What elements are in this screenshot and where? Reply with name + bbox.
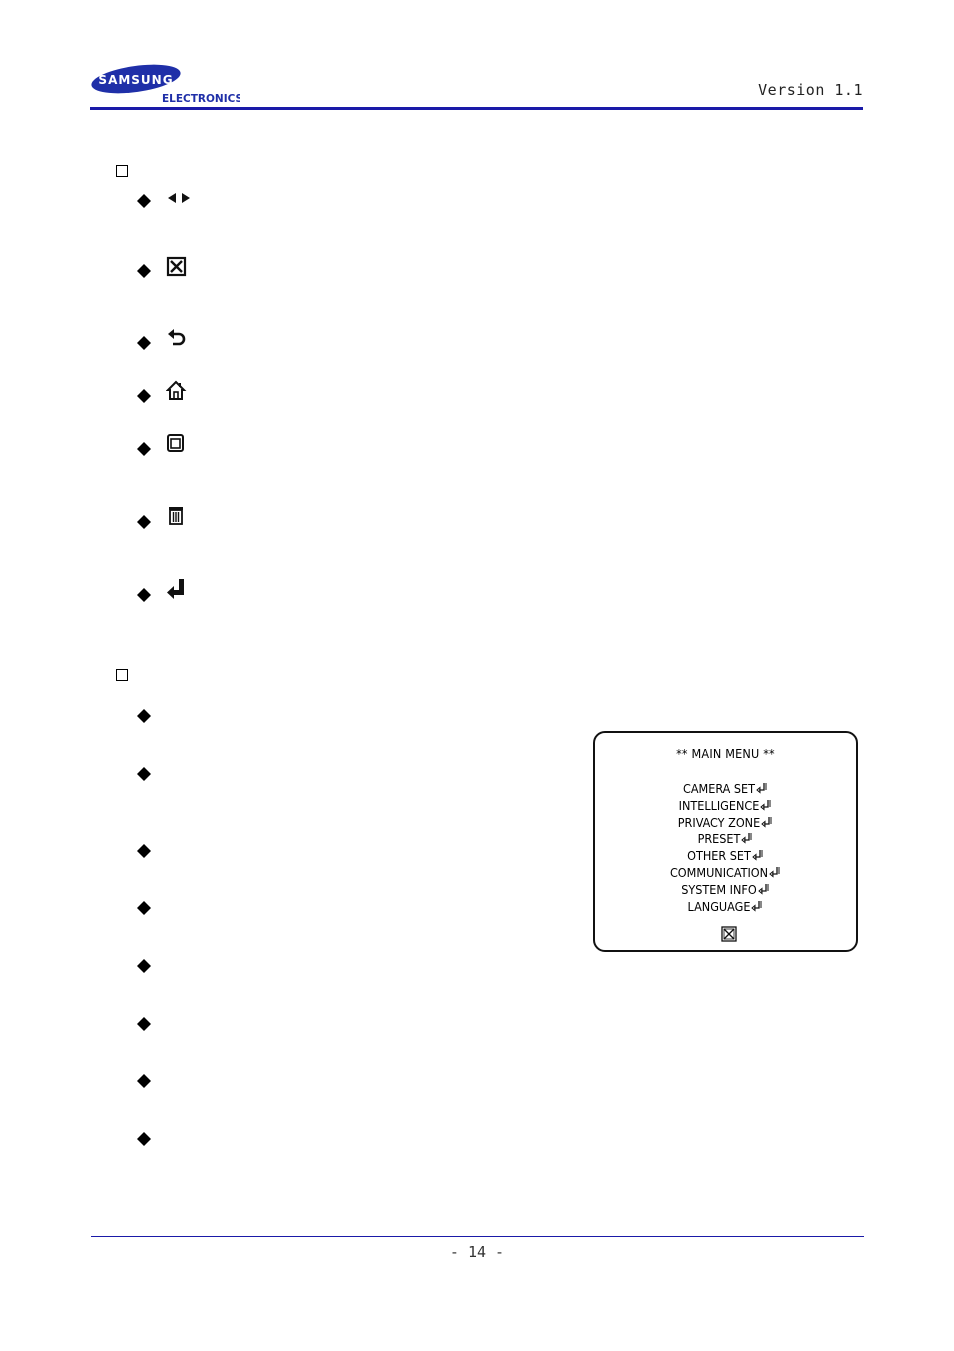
bullet-diamond bbox=[137, 336, 151, 350]
main-menu-panel bbox=[593, 731, 858, 952]
header-divider bbox=[90, 107, 863, 110]
bullet-diamond bbox=[137, 1074, 151, 1088]
svg-text:ELECTRONICS: ELECTRONICS bbox=[162, 93, 240, 105]
enter-icon bbox=[741, 832, 753, 849]
left-right-arrows-icon bbox=[166, 190, 188, 212]
samsung-logo bbox=[90, 62, 240, 106]
bullet-diamond bbox=[137, 767, 151, 781]
enter-icon bbox=[769, 866, 781, 883]
enter-icon bbox=[760, 799, 772, 816]
bullet-diamond bbox=[137, 442, 151, 456]
page-number: - 14 - bbox=[449, 1243, 505, 1261]
enter-icon bbox=[752, 849, 764, 866]
menu-item-system-info[interactable]: SYSTEM INFO bbox=[595, 882, 856, 899]
back-arrow-icon bbox=[166, 328, 188, 350]
bullet-diamond bbox=[137, 1017, 151, 1031]
menu-item-privacy-zone[interactable]: PRIVACY ZONE bbox=[595, 815, 856, 832]
enter-icon bbox=[758, 883, 770, 900]
menu-item-preset[interactable]: PRESET bbox=[595, 831, 856, 848]
menu-item-other-set[interactable]: OTHER SET bbox=[595, 848, 856, 865]
bullet-diamond bbox=[137, 844, 151, 858]
main-menu-list bbox=[595, 781, 856, 915]
window-icon bbox=[166, 432, 188, 454]
enter-icon bbox=[751, 900, 763, 917]
enter-icon bbox=[756, 782, 768, 799]
bullet-diamond bbox=[137, 194, 151, 208]
bullet-diamond bbox=[137, 588, 151, 602]
bullet-diamond bbox=[137, 515, 151, 529]
footer-divider bbox=[91, 1236, 864, 1237]
enter-icon bbox=[166, 578, 188, 600]
main-menu-title: ** MAIN MENU ** bbox=[676, 746, 775, 761]
menu-item-communication[interactable]: COMMUNICATION bbox=[595, 865, 856, 882]
section-checkbox bbox=[116, 165, 128, 177]
bullet-diamond bbox=[137, 901, 151, 915]
trash-icon bbox=[166, 505, 188, 527]
enter-icon bbox=[761, 816, 773, 833]
menu-item-intelligence[interactable]: INTELLIGENCE bbox=[595, 798, 856, 815]
bullet-diamond bbox=[137, 1132, 151, 1146]
menu-item-camera-set[interactable]: CAMERA SET bbox=[595, 781, 856, 798]
bullet-diamond bbox=[137, 709, 151, 723]
close-box-icon[interactable] bbox=[721, 926, 737, 942]
section-checkbox bbox=[116, 669, 128, 681]
svg-text:SAMSUNG: SAMSUNG bbox=[98, 73, 174, 87]
bullet-diamond bbox=[137, 264, 151, 278]
bullet-diamond bbox=[137, 389, 151, 403]
menu-item-language[interactable]: LANGUAGE bbox=[595, 899, 856, 916]
home-icon bbox=[166, 380, 188, 402]
version-label: Version 1.1 bbox=[758, 81, 863, 99]
close-box-icon bbox=[166, 256, 188, 278]
bullet-diamond bbox=[137, 959, 151, 973]
